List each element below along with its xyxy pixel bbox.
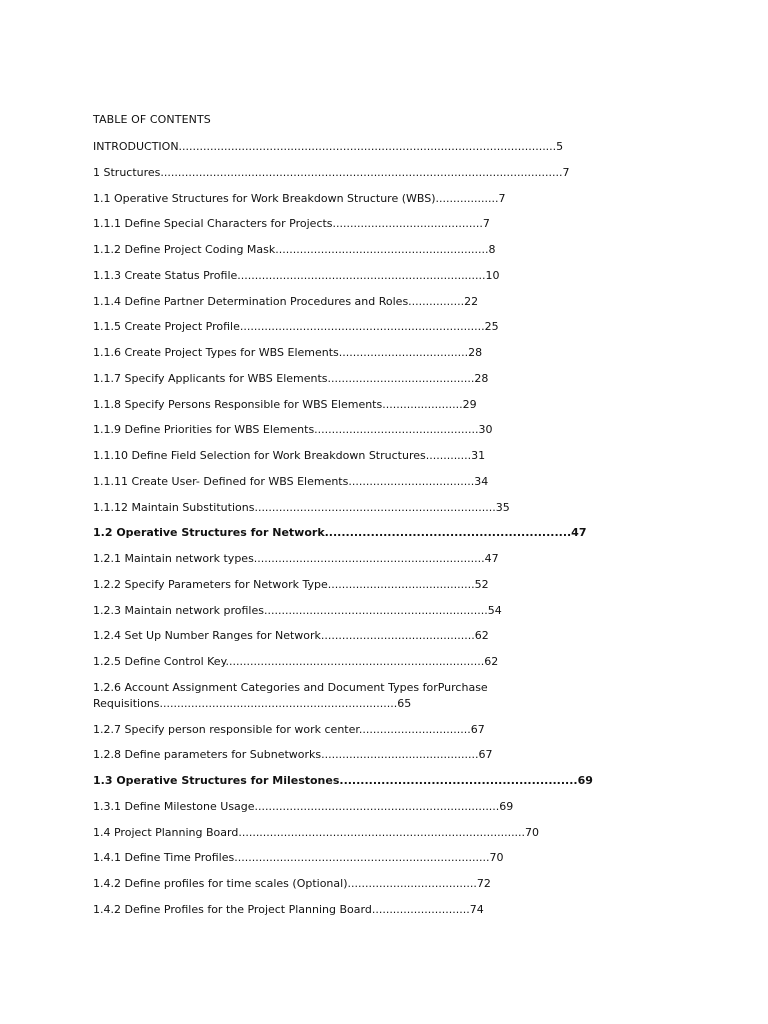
toc-entry: 1.1.7 Specify Applicants for WBS Elements..........................................28 bbox=[93, 371, 489, 385]
toc-entry: 1.2.3 Maintain network profiles................................................................54 bbox=[93, 603, 502, 617]
toc-entry: 1.2.6 Account Assignment Categories and Document Types forPurchase Requisitions....................................................................65 bbox=[93, 680, 488, 710]
toc-entry: 1.1.11 Create User- Defined for WBS Elements....................................34 bbox=[93, 474, 489, 488]
toc-entry: 1.2.7 Specify person responsible for work center................................67 bbox=[93, 722, 485, 736]
toc-entry: 1.2.1 Maintain network types..................................................................47 bbox=[93, 552, 499, 565]
toc-entry: 1.1.5 Create Project Profile......................................................................25 bbox=[93, 320, 499, 334]
toc-entry: 1.1 Operative Structures for Work Breakdown Structure (WBS)..................7 bbox=[93, 191, 506, 205]
toc-entry: 1.1.6 Create Project Types for WBS Elements.....................................28 bbox=[93, 346, 483, 359]
toc-entry: 1.1.2 Define Project Coding Mask.............................................................8 bbox=[93, 243, 496, 256]
toc-entry: 1.4.2 Define Profiles for the Project Planning Board............................74 bbox=[93, 902, 484, 916]
toc-entry: 1.1.8 Specify Persons Responsible for WBS Elements.......................29 bbox=[93, 397, 477, 411]
toc-entry: 1.2.2 Specify Parameters for Network Type..........................................52 bbox=[93, 577, 489, 591]
toc-entry: 1.1.9 Define Priorities for WBS Elements...............................................30 bbox=[93, 423, 493, 437]
toc-entry: 1.2.4 Set Up Number Ranges for Network............................................62 bbox=[93, 629, 489, 643]
toc-entry: 1.4.1 Define Time Profiles.........................................................................70 bbox=[93, 851, 504, 865]
toc-entry: 1.1.1 Define Special Characters for Projects...........................................7 bbox=[93, 217, 490, 231]
toc-entry: 1.3 Operative Structures for Milestones.........................................................69 bbox=[93, 774, 593, 787]
toc-entry: 1.3.1 Define Milestone Usage......................................................................69 bbox=[93, 799, 514, 813]
toc-entry: 1.2 Operative Structures for Network...........................................................47 bbox=[93, 526, 587, 540]
toc-entry: 1.4 Project Planning Board..................................................................................70 bbox=[93, 825, 540, 839]
toc-entry: 1.1.3 Create Status Profile.......................................................................10 bbox=[93, 268, 500, 282]
toc-entry: 1.2.5 Define Control Key..........................................................................62 bbox=[93, 655, 499, 668]
toc-entry: INTRODUCTION............................................................................................................5 bbox=[93, 140, 564, 153]
table-of-contents bbox=[93, 139, 693, 928]
toc-entry: 1 Structures...................................................................................................................7 bbox=[93, 165, 570, 179]
toc-entry: 1.2.8 Define parameters for Subnetworks.............................................67 bbox=[93, 748, 493, 762]
toc-entry: 1.1.12 Maintain Substitutions.....................................................................35 bbox=[93, 500, 510, 514]
toc-entry: 1.1.10 Define Field Selection for Work Breakdown Structures.............31 bbox=[93, 449, 486, 462]
toc-title: TABLE OF CONTENTS bbox=[93, 113, 211, 126]
toc-entry: 1.4.2 Define profiles for time scales (Optional).....................................72 bbox=[93, 877, 491, 890]
toc-entry: 1.1.4 Define Partner Determination Procedures and Roles................22 bbox=[93, 294, 479, 308]
